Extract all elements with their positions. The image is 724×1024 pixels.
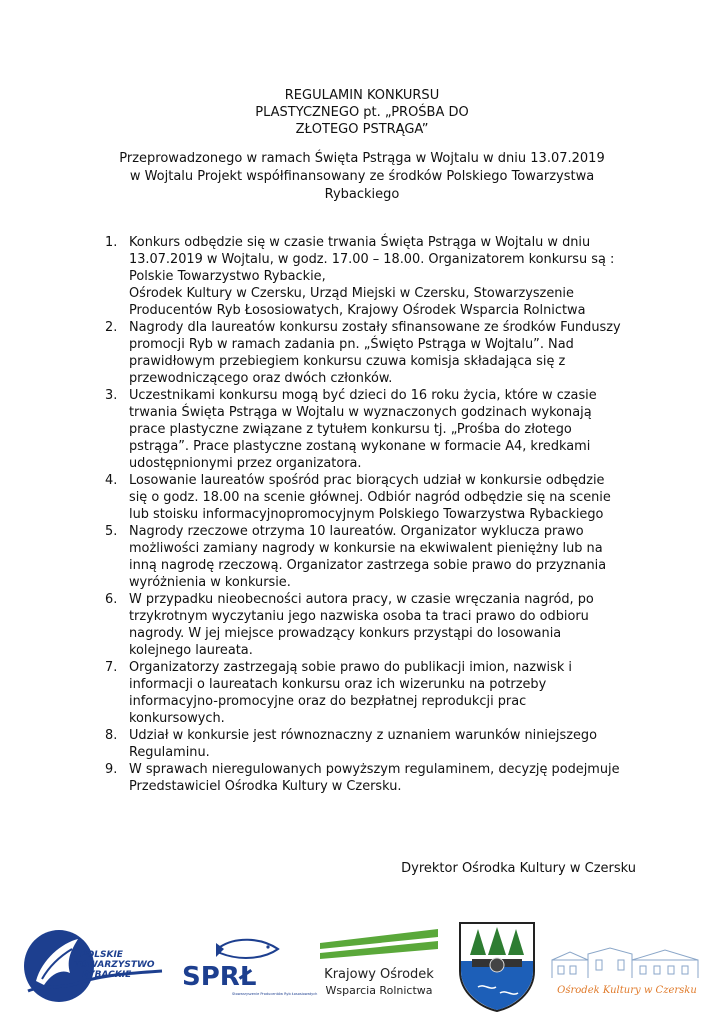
document-title — [0, 87, 724, 138]
rule-number: 3. — [105, 388, 118, 403]
rule-text-line: się o godz. 18.00 na scenie głównej. Odbiór nagród odbędzie się na scenie — [129, 490, 611, 505]
rule-text-line: informacyjno-promocyjne oraz do bezpłatnej reprodukcji prac — [129, 694, 527, 709]
rule-text-line: Regulaminu. — [129, 745, 210, 760]
rule-text-line: prawidłowym przebiegiem konkursu czuwa komisja składająca się z — [129, 354, 566, 369]
rule-item — [105, 523, 645, 591]
rule-item — [105, 234, 645, 319]
czersk-crest-logo — [458, 921, 536, 1013]
rule-number: 7. — [105, 660, 118, 675]
intro-line: Rybackiego — [324, 187, 400, 202]
rule-text-line: trzykrotnym wyczytaniu jego nazwiska osoba ta traci prawo do odbioru — [129, 609, 589, 624]
ok-text: Ośrodek Kultury w Czersku — [557, 985, 697, 996]
sprl-subtitle: Stowarzyszenie Producentów Ryb Łososiowatych — [232, 992, 318, 996]
rule-item — [105, 591, 645, 659]
intro-line: Przeprowadzonego w ramach Święta Pstrąga w Wojtalu w dniu 13.07.2019 — [119, 151, 605, 166]
rule-text-line: pstrąga”. Prace plastyczne zostaną wykonane w formacie A4, kredkami — [129, 439, 591, 454]
ptr-text-1: POLSKIE — [80, 950, 123, 960]
rule-item — [105, 659, 645, 727]
kowr-text-1: Krajowy Ośrodek — [324, 967, 434, 982]
rule-text-line: 13.07.2019 w Wojtalu, w godz. 17.00 – 18.00. Organizatorem konkursu są : — [129, 252, 615, 267]
rule-text-line: prace plastyczne związane z tytułem konkursu tj. „Prośba do złotego — [129, 422, 572, 437]
sprl-text: SPRŁ — [182, 962, 257, 992]
rule-number: 1. — [105, 235, 118, 250]
rule-text-line: kolejnego laureata. — [129, 643, 253, 658]
ptr-logo — [22, 929, 172, 1003]
ptr-text-2: TOWARZYSTWO — [74, 960, 155, 970]
title-line: ZŁOTEGO PSTRĄGA” — [295, 122, 429, 137]
kowr-logo — [314, 925, 444, 1003]
rule-number: 2. — [105, 320, 118, 335]
intro-line: w Wojtalu Projekt współfinansowany ze środków Polskiego Towarzystwa — [129, 169, 595, 184]
rule-number: 4. — [105, 473, 118, 488]
rule-text-line: możliwości zamiany nagrody w konkursie na ekwiwalent pieniężny lub na — [129, 541, 603, 556]
document-intro — [60, 150, 664, 204]
title-line: REGULAMIN KONKURSU — [284, 88, 440, 103]
rule-item — [105, 319, 645, 387]
rule-text-line: Nagrody rzeczowe otrzyma 10 laureatów. Organizator wyklucza prawo — [129, 524, 584, 539]
sprl-logo — [180, 933, 318, 1001]
rule-number: 8. — [105, 728, 118, 743]
rule-text-line: Nagrody dla laureatów konkursu zostały sfinansowane ze środków Funduszy — [129, 320, 621, 335]
title-line: PLASTYCZNEGO pt. „PROŚBA DO — [255, 105, 469, 120]
rule-text-line: nagrody. W jej miejsce prowadzący konkurs przystąpi do losowania — [129, 626, 562, 641]
rule-text-line: konkursowych. — [129, 711, 225, 726]
rule-text-line: Uczestnikami konkursu mogą być dzieci do 16 roku życia, które w czasie — [129, 388, 597, 403]
rule-text-line: informacji o laureatach konkursu oraz ich wizerunku na potrzeby — [129, 677, 547, 692]
rule-text-line: W przypadku nieobecności autora pracy, w czasie wręczania nagród, po — [129, 592, 594, 607]
rule-number: 6. — [105, 592, 118, 607]
rule-text-line: Losowanie laureatów spośród prac biorących udział w konkursie odbędzie — [129, 473, 605, 488]
rule-text-line: Przedstawiciel Ośrodka Kultury w Czersku. — [129, 779, 402, 794]
signature: Dyrektor Ośrodka Kultury w Czersku — [401, 861, 636, 876]
rule-item — [105, 761, 645, 795]
rule-number: 5. — [105, 524, 118, 539]
rule-text-line: Ośrodek Kultury w Czersku, Urząd Miejski w Czersku, Stowarzyszenie — [129, 286, 574, 301]
rule-text-line: przewodniczącego oraz dwóch członków. — [129, 371, 393, 386]
rule-item — [105, 472, 645, 523]
rule-text-line: Producentów Ryb Łososiowatych, Krajowy Ośrodek Wsparcia Rolnictwa — [129, 303, 586, 318]
rule-text-line: wyróżnienia w konkursie. — [129, 575, 291, 590]
rule-text-line: Udział w konkursie jest równoznaczny z uznaniem warunków niniejszego — [129, 728, 597, 743]
rule-text-line: inną nagrodę rzeczową. Organizator zastrzega sobie prawo do przyznania — [129, 558, 607, 573]
rule-text-line: lub stoisku informacyjnopromocyjnym Polskiego Towarzystwa Rybackiego — [129, 507, 604, 522]
rule-item — [105, 387, 645, 472]
rule-text-line: Polskie Towarzystwo Rybackie, — [129, 269, 326, 284]
rule-text-line: trwania Święta Pstrąga w Wojtalu w wyznaczonych godzinach wykonają — [129, 405, 592, 420]
rule-text-line: Organizatorzy zastrzegają sobie prawo do publikacji imion, nazwisk i — [129, 660, 572, 675]
rule-item — [105, 727, 645, 761]
ok-czersk-logo — [548, 938, 706, 1006]
rule-text-line: udostępnionymi przez organizatora. — [129, 456, 362, 471]
rule-text-line: Konkurs odbędzie się w czasie trwania Święta Pstrąga w Wojtalu w dniu — [129, 235, 591, 250]
rule-text-line: W sprawach nieregulowanych powyższym regulaminem, decyzję podejmuje — [129, 762, 620, 777]
rule-text-line: promocji Ryb w ramach zadania pn. „Święto Pstrąga w Wojtalu”. Nad — [129, 337, 574, 352]
ptr-text-3: RYBACKIE — [82, 970, 132, 980]
kowr-text-2: Wsparcia Rolnictwa — [325, 984, 433, 997]
rules-list — [105, 234, 645, 795]
rule-number: 9. — [105, 762, 118, 777]
